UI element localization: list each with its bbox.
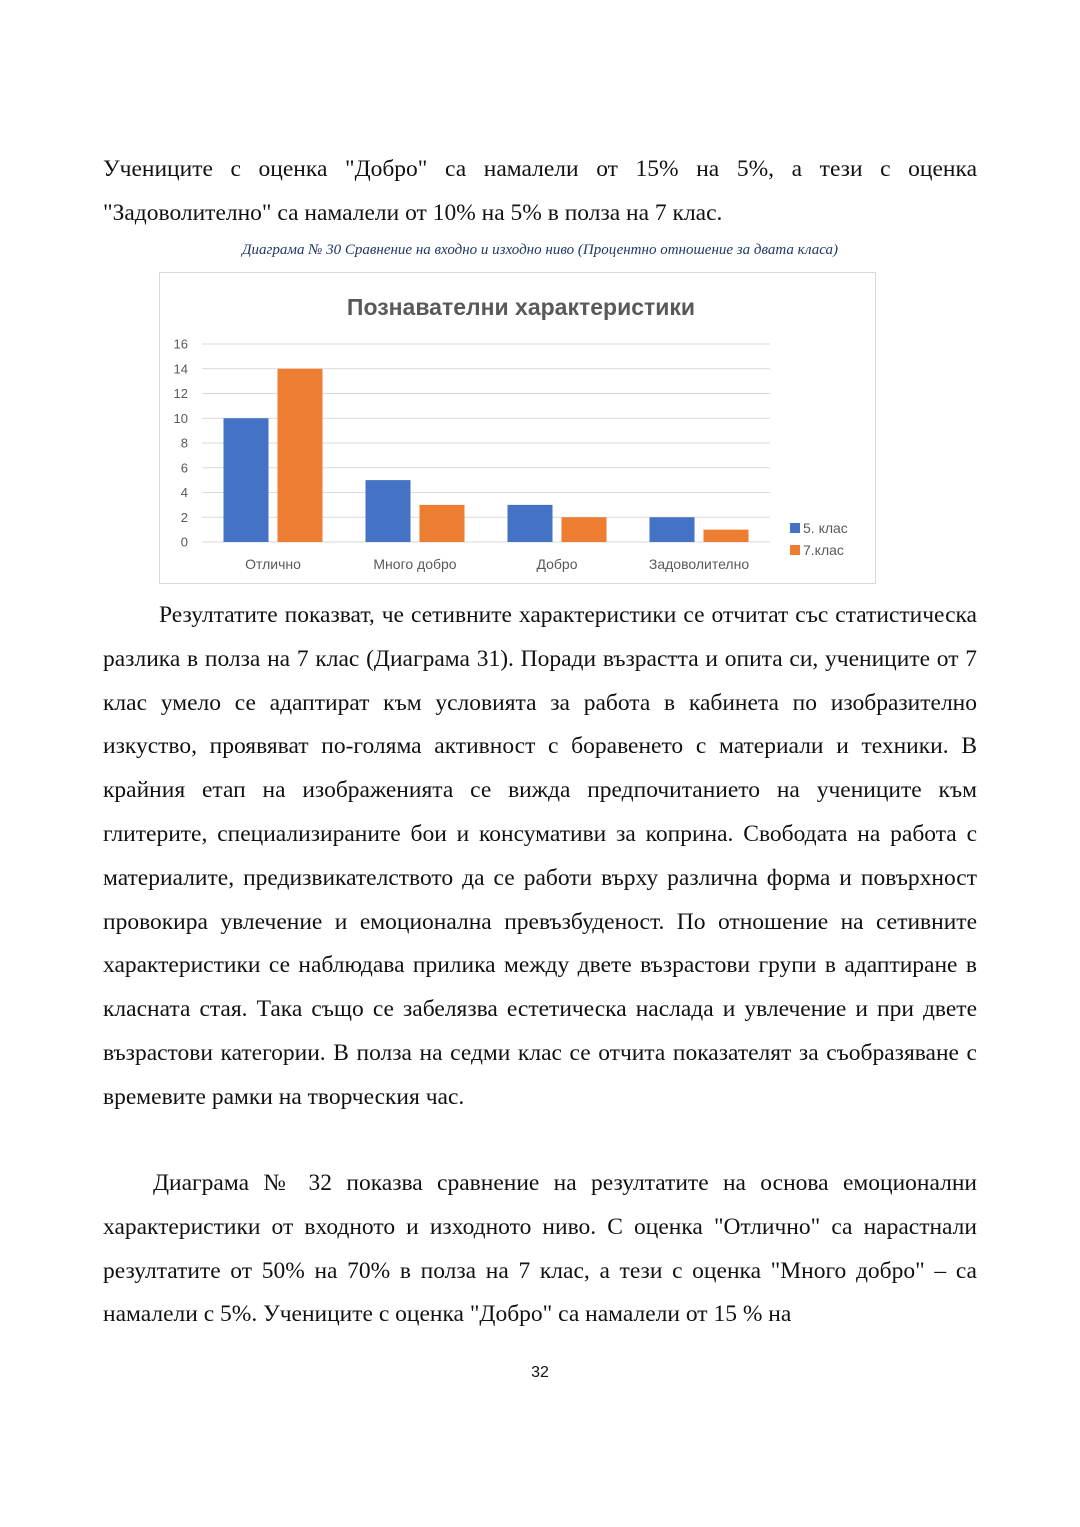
paragraph-top: Учениците с оценка "Добро" са намалели от 15% на 5%, а тези с оценка "Задоволително" са намалели от 10% на 5% в полза на 7 клас.: [103, 156, 977, 226]
paragraph-diagram-32: Диаграма № 32 показва сравнение на резултатите на основа емоционални характеристики от входното и изходното ниво. С оценка "Отлично" са нарастнали резултатите от 50% на 70% в полза на 7 клас, а тези с оценка "Много добро" – са намалели с 5%. Учениците с оценка "Добро" са намалели от 15 % на: [103, 1170, 977, 1328]
y-tick-label: 4: [180, 485, 188, 500]
legend-swatch: [790, 523, 800, 533]
bar-chart: [160, 273, 875, 583]
bar: [704, 530, 749, 542]
x-tick-label: Задоволително: [648, 556, 750, 572]
chart-frame: [159, 272, 876, 584]
bar: [508, 505, 553, 542]
y-tick-label: 12: [173, 386, 188, 401]
legend-swatch: [790, 545, 800, 555]
x-tick-label: Отлично: [245, 556, 301, 572]
y-tick-label: 10: [173, 410, 188, 426]
y-tick-label: 16: [173, 336, 188, 352]
legend-label: 7.клас: [803, 542, 844, 558]
x-tick-label: Много добро: [373, 556, 457, 572]
paragraph-results: Резултатите показват, че сетивните характеристики се отчитат със статистическа разлика в полза на 7 клас (Диаграма 31). Поради възрастта и опита си, учениците от 7 клас умело се адаптират към условията за работа в кабинета по изобразително изкуство, проявяват по-голяма активност с боравенето с материали и техники. В крайния етап на изображенията се вижда предпочитанието на учениците към глитерите, специализираните бои и консумативи за коприна. Свободата на работа с материалите, предизвикателството да се работи върху различна форма и повърхност провокира увлечение и емоционална превъзбуденост. По отношение на сетивните характеристики се наблюдава прилика между двете възрастови групи в адаптиране в класната стая. Така също се забелязва естетическа наслада и увлечение и при двете възрастови категории. В полза на седми клас се отчита показателят за съобразяване с времевите рамки на творческия час.: [103, 602, 977, 1110]
bar: [278, 369, 323, 542]
y-tick-label: 14: [173, 361, 188, 377]
x-tick-label: Добро: [536, 556, 578, 572]
y-tick-label: 2: [180, 509, 188, 525]
bar: [420, 505, 465, 542]
bar: [562, 517, 607, 542]
chart-title: Познавателни характеристики: [346, 294, 696, 320]
y-tick-label: 8: [180, 435, 188, 451]
y-tick-label: 0: [180, 534, 188, 550]
bar: [366, 480, 411, 542]
legend-label: 5. клас: [803, 520, 848, 536]
page-number: 32: [531, 1364, 549, 1381]
figure-caption: Диаграма № 30 Сравнение на входно и изходно ниво (Процентно отношение за двата класа): [242, 242, 838, 258]
bar: [224, 418, 269, 542]
y-tick-label: 6: [180, 460, 188, 476]
bar: [650, 517, 695, 542]
